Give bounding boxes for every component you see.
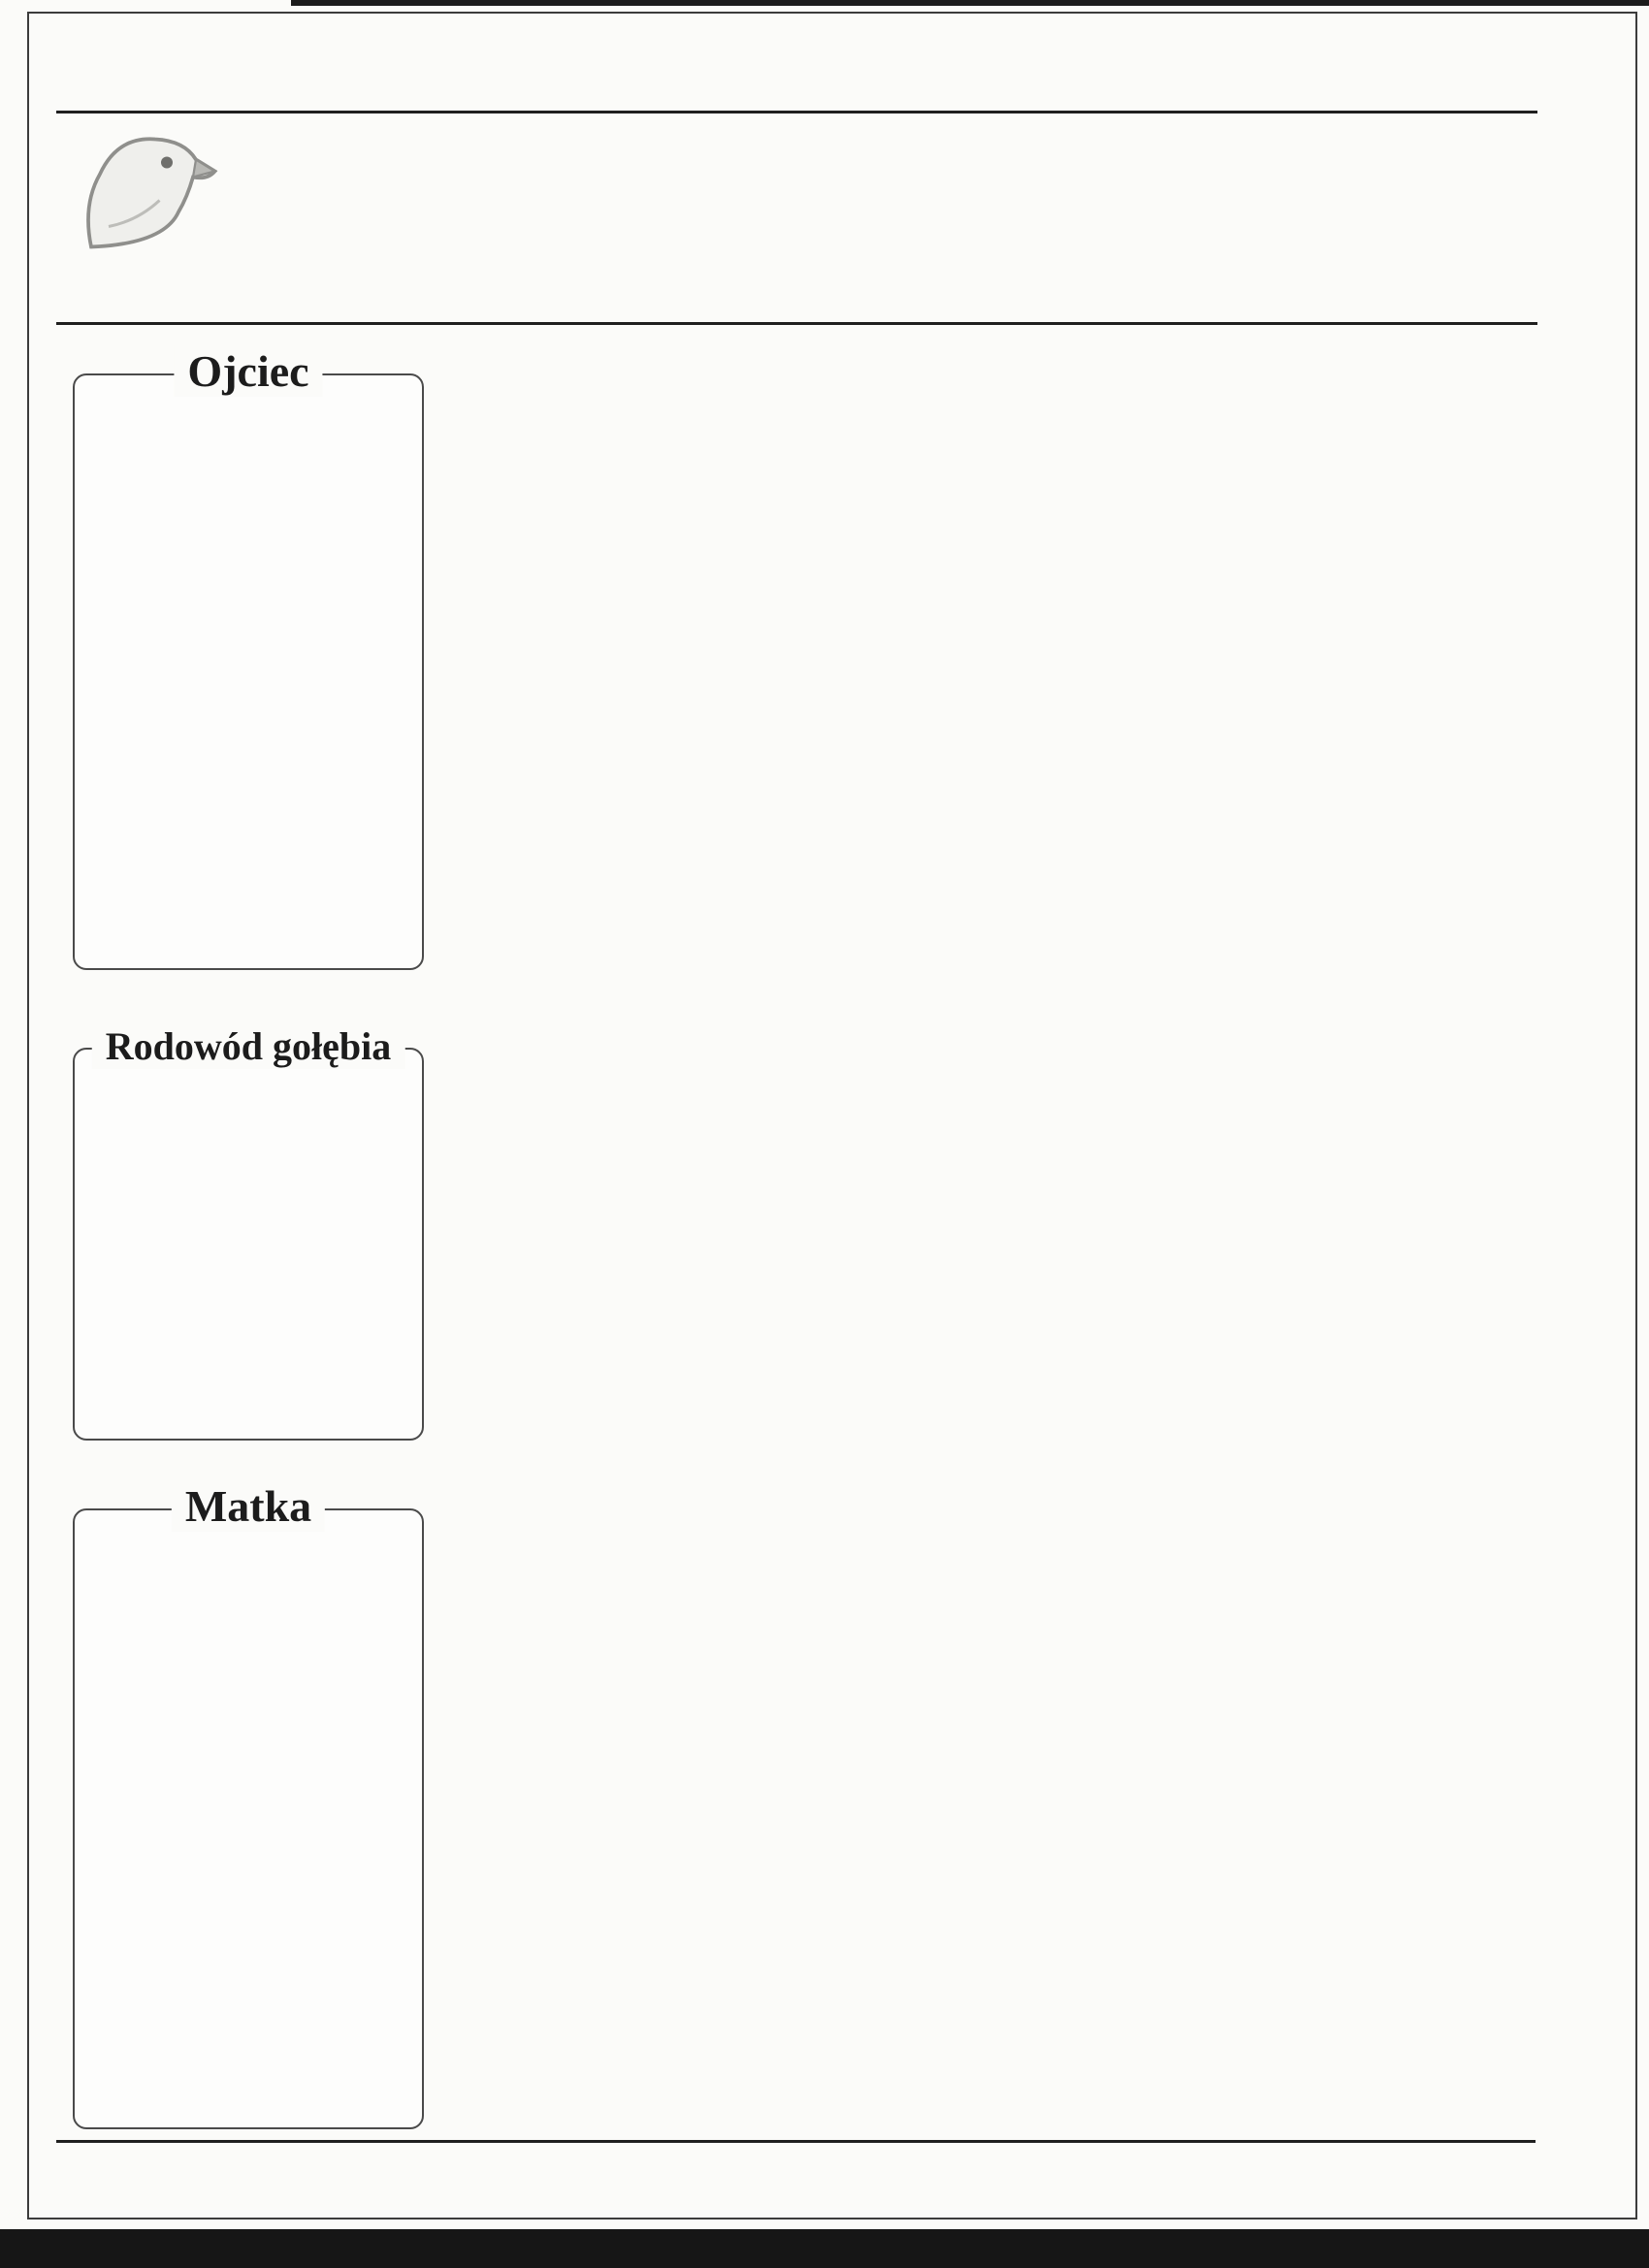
header-bottom-rule <box>56 322 1537 325</box>
mother-box <box>73 1508 424 2129</box>
subject-box <box>73 1048 424 1441</box>
father-box-title: Ojciec <box>174 345 322 397</box>
scan-edge-bottom <box>0 2229 1649 2268</box>
footer-rule <box>56 2140 1536 2143</box>
mother-box-title: Matka <box>172 1480 325 1532</box>
pigeon-logo <box>80 124 225 250</box>
header-top-rule <box>56 111 1537 113</box>
father-box <box>73 373 424 970</box>
subject-box-title: Rodowód gołębia <box>92 1023 405 1069</box>
scan-edge-top <box>291 0 1649 6</box>
pigeon-head-icon <box>80 124 225 250</box>
